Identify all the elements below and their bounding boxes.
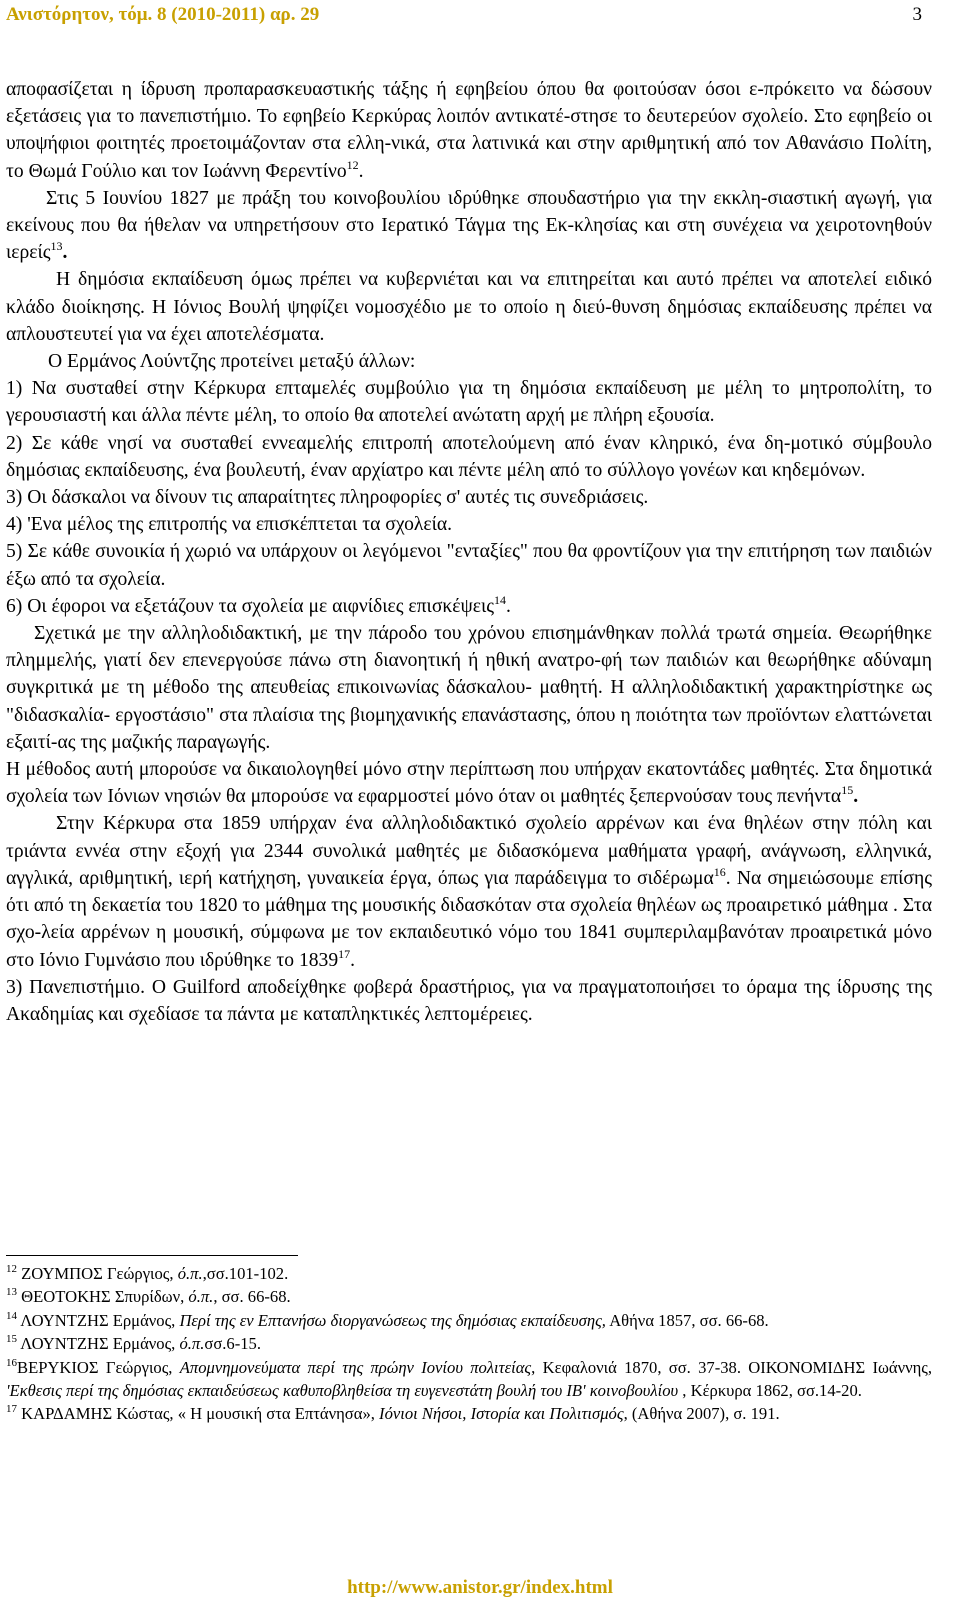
footnote-ref[interactable]: 13: [50, 239, 63, 254]
footnote-16: $^{16}$ΒΕΡΥΚΙΟΣ Γεώργιος, Απομνημονεύματα περί της πρώην Ιονίου πολιτείας, Κεφαλονιά 1870, σσ. 37-38. ΟΙΚΟΝΟΜΙΔΗΣ Ιωάννης, 'Εκθεσις περί της δημόσιας εκπαιδεύσεως καθυποβληθείσα τη ευγενεστάτη βουλή του ΙΒ' κοινοβουλίου , Κέρκυρα 1862, σσ.14-20.: [6, 1356, 932, 1401]
paragraph: Ο Ερμάνος Λούντζης προτείνει μεταξύ άλλων:: [48, 351, 416, 373]
list-item: 5) Σε κάθε συνοικία ή χωριό να υπάρχουν οι λεγόμενοι "ενταξίες" που θα φροντίζουν για την επιτήρηση των παιδιών έξω από τα σχολεία.: [6, 541, 932, 590]
paragraph: Η δημόσια εκπαίδευση όμως πρέπει να κυβερνιέται και να επιτηρείται και αυτό πρέπει να αποτελεί ειδικό κλάδο διοίκησης. Η Ιόνιος Βουλή ψηφίζει νομοσχέδιο με το οποίο η διεύ-θυνση δημόσιας εκπαίδευσης πρέπει να απλουστευτεί για να έχει αποτελέσματα.: [6, 269, 932, 345]
paragraph: Σχετικά με την αλληλοδιδακτική, με την πάροδο του χρόνου επισημάνθηκαν πολλά τρωτά σημεία. Θεωρήθηκε πλημμελής, γιατί δεν επενεργούσε πάνω στη διανοητική ή ηθική ανατρο-φή των παιδιών και θεωρήθηκε αδύναμη συγκριτικά με τη μέθοδο της απευθείας επικοινωνίας δάσκαλου- μαθητή. Η αλληλοδιδακτική χαρακτηρίστηκε ως "διδασκαλία- εργοστάσιο" στα πλαίσια της βιομηχανικής επανάστασης, όπου η ποιότητα των προϊόντων ελαττώνεται εξαιτί-ας της μαζικής παραγωγής.: [6, 623, 932, 753]
paragraph: Η μέθοδος αυτή μπορούσε να δικαιολογηθεί μόνο στην περίπτωση που υπήρχαν εκατοντάδες μαθητές. Στα δημοτικά σχολεία των Ιόνιων νησιών θα μπορούσε να εφαρμοστεί μόνο όταν οι μαθητές ξεπερνούσαν τους πενήντα$^{15}$.: [6, 759, 932, 808]
paragraph: 3) Πανεπιστήμιο. Ο Guilford αποδείχθηκε φοβερά δραστήριος, για να πραγματοποιήσει το όραμα της ίδρυσης της Ακαδημίας και σχεδίασε τα πάντα με καταπληκτικές λεπτομέρειες.: [6, 976, 932, 1025]
footnote-ref[interactable]: 15: [841, 783, 854, 798]
journal-title: Ανιστόρητον, τόμ. 8 (2010-2011) αρ. 29: [6, 4, 320, 25]
footnote-15: $^{15}$ ΛΟΥΝΤΖΗΣ Ερμάνος, ό.π.σσ.6-15.: [6, 1333, 261, 1354]
paragraph: Στις 5 Ιουνίου 1827 με πράξη του κοινοβουλίου ιδρύθηκε σπουδαστήριο για την εκκλη-σιαστική αγωγή, για εκείνους που θα ήθελαν να υπηρετήσουν στο Ιερατικό Τάγμα της Εκ-κλησίας και στη συνέχεια να χειροτονηθούν ιερείς$^{13}$.: [6, 187, 932, 264]
footnote-14: $^{14}$ ΛΟΥΝΤΖΗΣ Ερμάνος, Περί της εν Επτανήσω διοργανώσεως της δημόσιας εκπαίδευσης, Αθήνα 1857, σσ. 66-68.: [6, 1309, 769, 1330]
list-item: 6) Οι έφοροι να εξετάζουν τα σχολεία με αιφνίδιες επισκέψεις$^{14}$.: [6, 592, 511, 617]
paragraph: αποφασίζεται η ίδρυση προπαρασκευαστικής τάξης ή εφηβείου όπου θα φοιτούσαν όσοι ε-πρόκειτο να δώσουν εξετάσεις για το πανεπιστήμιο. Το εφηβείο Κερκύρας λοιπόν αντικατέ-στησε το δευτερεύον σχολείο. Στο εφηβείο οι υποψήφιοι φοιτητές προετοιμάζονταν στα ελλη-νικά, στα λατινικά και στην αριθμητική από τον Αθανάσιο Πολίτη, το Θωμά Γούλιο και τον Ιωάννη Φερεντίνο$^{12}$.: [6, 79, 932, 182]
footnote-ref[interactable]: 16: [713, 864, 726, 879]
list-item: 2) Σε κάθε νησί να συσταθεί εννεαμελής επιτροπή αποτελούμενη από έναν κληρικό, ένα δη-μοτικό σύμβουλο δημόσιας εκπαίδευσης, ένα βουλευτή, έναν αρχίατρο και πέντε μέλη από το σύλλογο γονέων και κηδεμόνων.: [6, 432, 932, 481]
footer-url-link[interactable]: http://www.anistor.gr/index.html: [347, 1577, 613, 1598]
footnote-ref[interactable]: 14: [494, 592, 507, 607]
paragraph: Στην Κέρκυρα στα 1859 υπήρχαν ένα αλληλοδιδακτικό σχολείο αρρένων και ένα θηλέων στην πόλη και τριάντα εννέα στην εξοχή για 2344 συνολικά μαθητές με διδασκόμενα μαθήματα γραφή, ανάγνωση, ελληνικά, αγγλικά, αριθμητική, ιερή κατήχηση, γυναικεία έργα, όπως για παράδειγμα το σιδέρωμα$^{16}$. Να σημειώσουμε επίσης ότι από τη δεκαετία του 1820 το μάθημα της μουσικής διδασκόταν στα σχολεία θηλέων ως προαιρετικό μάθημα . Στα σχο-λεία αρρένων η μουσική, σύμφωνα με τον εκπαιδευτικό νόμο του 1841 συμπεριλαμβανόταν προαιρετικά μόνο στο Ιόνιο Γυμνάσιο που ιδρύθηκε το 1839$^{17}$.: [6, 813, 932, 971]
footnote-12: $^{12}$ ΖΟΥΜΠΟΣ Γεώργιος, ό.π.,σσ.101-102.: [6, 1263, 289, 1283]
list-item: 3) Οι δάσκαλοι να δίνουν τις απαραίτητες πληροφορίες σ' αυτές τις συνεδριάσεις.: [6, 487, 649, 509]
footnote-divider: [6, 1255, 298, 1256]
footnote-ref[interactable]: 12: [346, 157, 359, 172]
footnote-13: $^{13}$ ΘΕΟΤΟΚΗΣ Σπυρίδων, ό.π., σσ. 66-68.: [6, 1286, 291, 1307]
footnotes: [6, 1262, 932, 1426]
page-header: [6, 4, 922, 30]
list-item: 4) 'Ενα μέλος της επιτροπής να επισκέπτεται τα σχολεία.: [6, 514, 453, 536]
footnote-17: $^{17}$ ΚΑΡΔΑΜΗΣ Κώστας, « Η μουσική στα Επτάνησα», Ιόνιοι Νήσοι, Ιστορία και Πολιτισμός, (Αθήνα 2007), σ. 191.: [6, 1403, 780, 1424]
page-number: 3: [912, 4, 922, 25]
list-item: 1) Να συσταθεί στην Κέρκυρα επταμελές συμβούλιο για τη δημόσια εκπαίδευση με μέλη το μητροπολίτη, το γερουσιαστή και άλλα πέντε μέλη, το οποίο θα αποτελεί ανώτατη αρχή με πλήρη εξουσία.: [6, 378, 932, 427]
article-body: [6, 76, 932, 1028]
footnote-ref[interactable]: 17: [338, 946, 351, 961]
